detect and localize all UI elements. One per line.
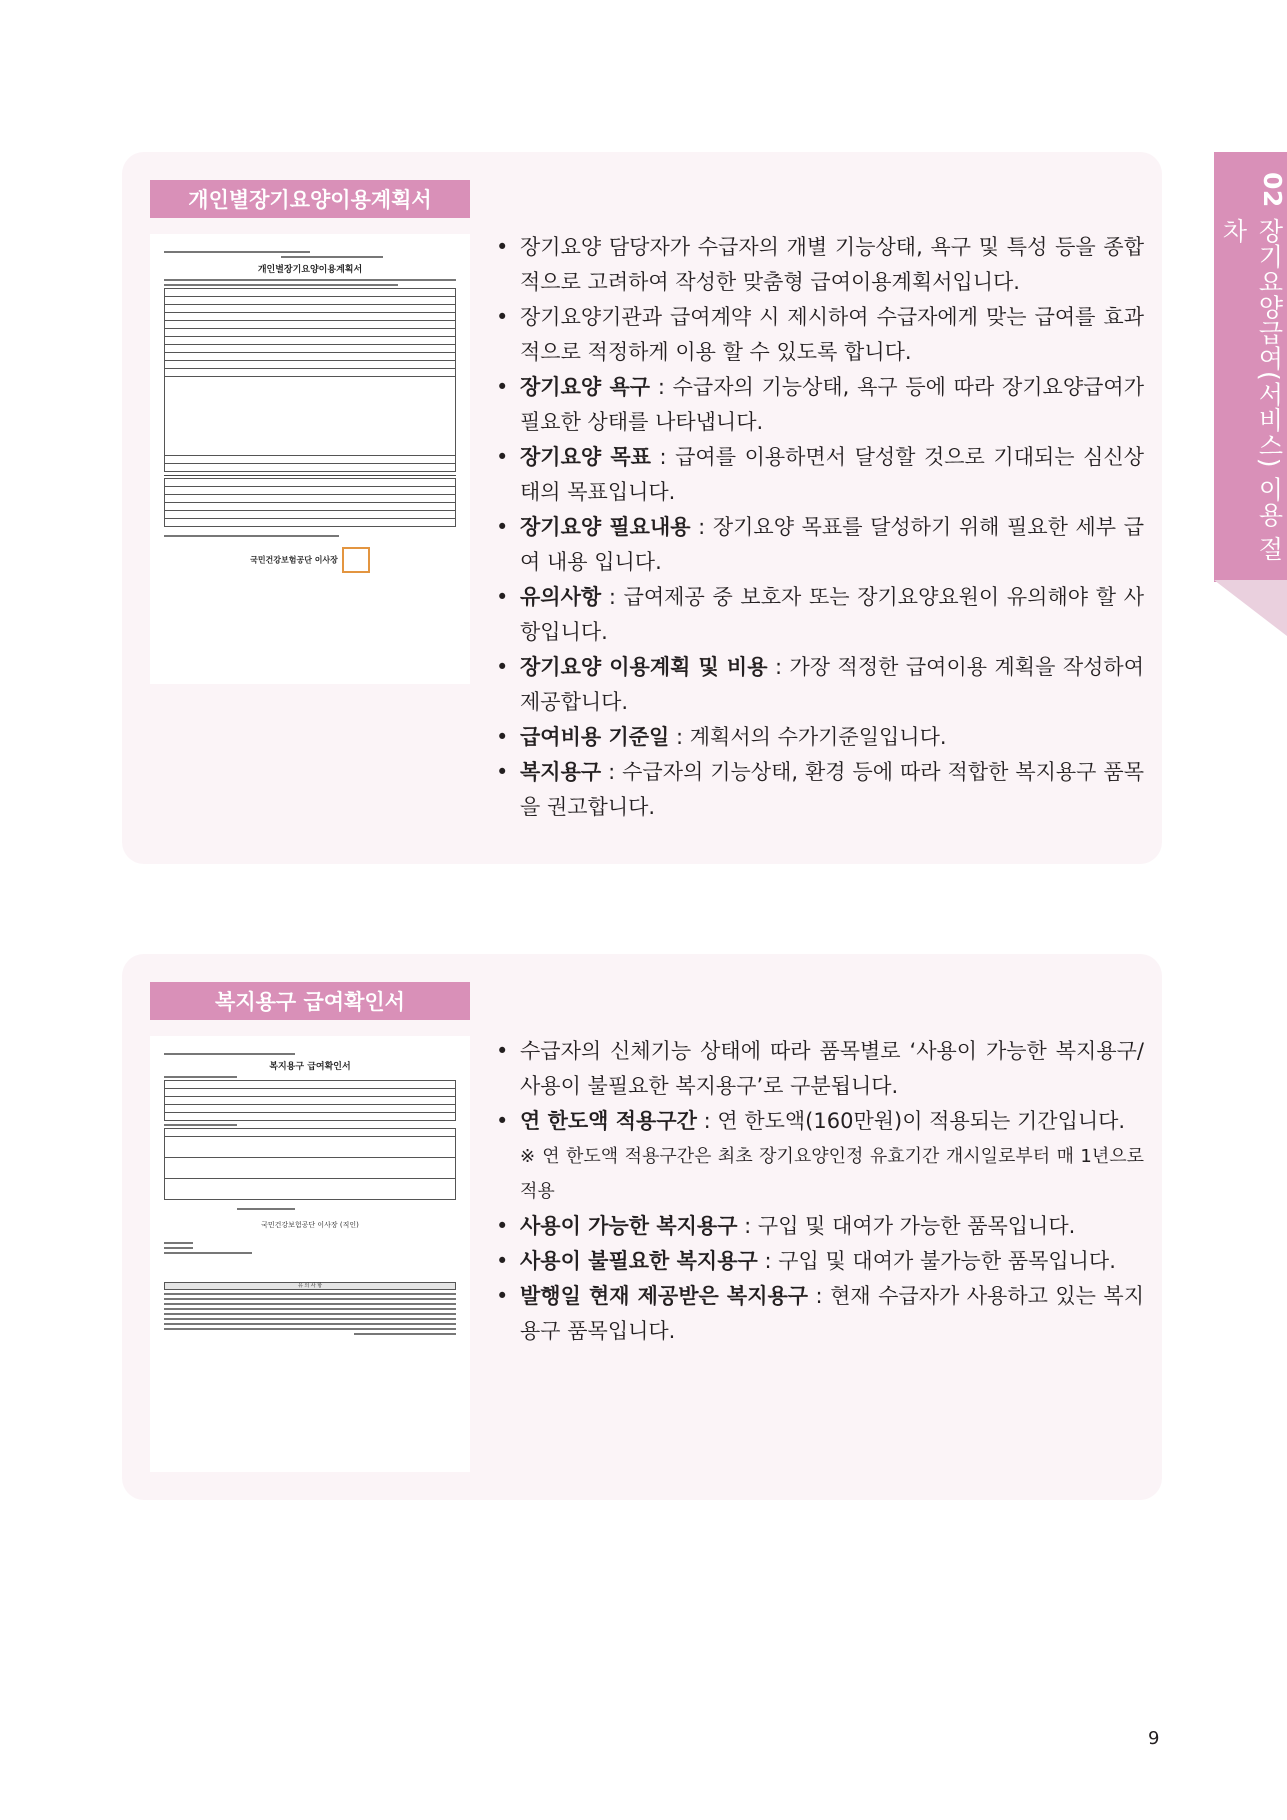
list-item: • 연 한도액 적용구간 : 연 한도액(160만원)이 적용되는 기간입니다. [494, 1104, 1144, 1139]
care-plan-bullet-list [494, 230, 1144, 825]
list-item: • 장기요양 담당자가 수급자의 개별 기능상태, 욕구 및 특성 등을 종합적으로 고려하여 작성한 맞춤형 급여이용계획서입니다. [494, 230, 1144, 300]
list-note: ※ 연 한도액 적용구간은 최초 장기요양인정 유효기간 개시일로부터 매 1년으로 적용 [520, 1146, 1144, 1202]
notice-header: 유 의 사 항 [164, 1282, 456, 1290]
care-plan-form-thumbnail [164, 248, 456, 573]
list-item: • 사용이 불필요한 복지용구 : 구입 및 대여가 불가능한 품목입니다. [494, 1244, 1144, 1279]
section-care-plan [122, 152, 1162, 864]
list-item: • 사용이 가능한 복지용구 : 구입 및 대여가 가능한 품목입니다. [494, 1209, 1144, 1244]
form-signer: 국민건강보험공단 이사장 [250, 555, 338, 565]
list-item: • 수급자의 신체기능 상태에 따라 품목별로 ‘사용이 가능한 복지용구/사용이 불필요한 복지용구’로 구분됩니다. [494, 1034, 1144, 1104]
welfare-equipment-form-image [150, 1036, 470, 1472]
section-welfare-equipment [122, 954, 1162, 1500]
list-item: • 장기요양 필요내용 : 장기요양 목표를 달성하기 위해 필요한 세부 급여 내용 입니다. [494, 510, 1144, 580]
section-title: 복지용구 급여확인서 [150, 982, 470, 1020]
chapter-title: 장기요양급여(서비스) 이용 절차 [1219, 217, 1284, 562]
form-heading: 복지용구 급여확인서 [269, 1062, 351, 1072]
seal-stamp [342, 547, 370, 573]
list-item: • 장기요양기관과 급여계약 시 제시하여 수급자에게 맞는 급여를 효과적으로 적정하게 이용 할 수 있도록 합니다. [494, 300, 1144, 370]
section-title: 개인별장기요양이용계획서 [150, 180, 470, 218]
welfare-equipment-bullet-list [494, 1034, 1144, 1349]
side-tab-shadow [1214, 580, 1287, 636]
care-plan-form-image [150, 234, 470, 684]
list-item: • 장기요양 이용계획 및 비용 : 가장 적정한 급여이용 계획을 작성하여 제공합니다. [494, 650, 1144, 720]
list-item: • 유의사항 : 급여제공 중 보호자 또는 장기요양요원이 유의해야 할 사항입니다. [494, 580, 1144, 650]
welfare-form-thumbnail [164, 1050, 456, 1338]
chapter-side-label [1214, 172, 1287, 572]
page-number: 9 [1148, 1728, 1160, 1749]
form-signer: 국민건강보험공단 이사장 (직인) [261, 1221, 359, 1229]
chapter-number: 02 [1258, 172, 1287, 208]
list-item: • 장기요양 욕구 : 수급자의 기능상태, 욕구 등에 따라 장기요양급여가 필요한 상태를 나타냅니다. [494, 370, 1144, 440]
list-item: • 복지용구 : 수급자의 기능상태, 환경 등에 따라 적합한 복지용구 품목을 권고합니다. [494, 755, 1144, 825]
list-item: • 장기요양 목표 : 급여를 이용하면서 달성할 것으로 기대되는 심신상태의 목표입니다. [494, 440, 1144, 510]
form-heading: 개인별장기요양이용계획서 [257, 265, 363, 275]
list-item: • 급여비용 기준일 : 계획서의 수가기준일입니다. [494, 720, 1144, 755]
list-item: • 발행일 현재 제공받은 복지용구 : 현재 수급자가 사용하고 있는 복지용구 품목입니다. [494, 1279, 1144, 1349]
